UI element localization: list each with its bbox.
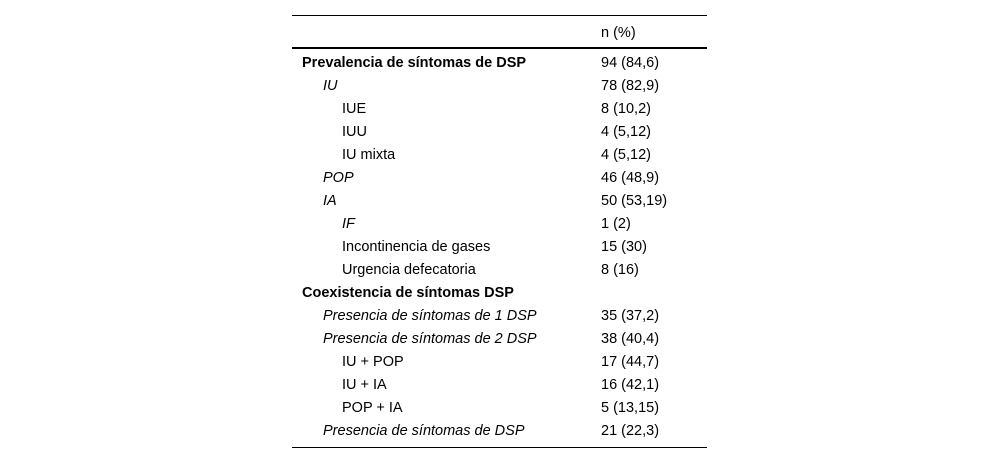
row-label: Coexistencia de síntomas DSP: [302, 285, 514, 301]
table-row: [292, 190, 707, 213]
row-label: IU + POP: [342, 354, 404, 370]
row-label: Prevalencia de síntomas de DSP: [302, 55, 527, 71]
row-value: 1 (2): [601, 216, 631, 232]
table-row: [292, 351, 707, 374]
table-row: [292, 397, 707, 420]
bottom-rule: [292, 447, 707, 448]
column-header-n-percent: n (%): [601, 25, 636, 41]
row-value: 35 (37,2): [601, 308, 660, 324]
row-value: 21 (22,3): [601, 423, 660, 439]
table-row: [292, 420, 707, 443]
table-row: [292, 305, 707, 328]
table-row: [292, 98, 707, 121]
row-label: IF: [342, 216, 355, 232]
table-row: [292, 374, 707, 397]
table-body: [292, 49, 707, 447]
table-row: [292, 236, 707, 259]
row-value: 8 (16): [601, 262, 639, 278]
row-value: 78 (82,9): [601, 78, 660, 94]
table-row: [292, 121, 707, 144]
row-label: IUE: [342, 101, 367, 117]
row-label: Urgencia defecatoria: [342, 262, 476, 278]
row-value: 5 (13,15): [601, 400, 660, 416]
row-value: 94 (84,6): [601, 55, 660, 71]
row-label: IU: [323, 78, 338, 94]
table-row: [292, 52, 707, 75]
row-label: Presencia de síntomas de DSP: [323, 423, 525, 439]
table-row: [292, 167, 707, 190]
row-value: 16 (42,1): [601, 377, 660, 393]
row-label: POP + IA: [342, 400, 403, 416]
table-row: [292, 75, 707, 98]
row-label: IA: [323, 193, 337, 209]
row-value: 4 (5,12): [601, 147, 651, 163]
row-label: IU + IA: [342, 377, 387, 393]
row-value: 50 (53,19): [601, 193, 668, 209]
row-label: Presencia de síntomas de 2 DSP: [323, 331, 537, 347]
row-label: Presencia de síntomas de 1 DSP: [323, 308, 537, 324]
row-label: IUU: [342, 124, 367, 140]
row-value: 8 (10,2): [601, 101, 651, 117]
data-table: [292, 15, 707, 448]
row-value: 38 (40,4): [601, 331, 660, 347]
table-row: [292, 213, 707, 236]
table-row: [292, 328, 707, 351]
table-row: [292, 259, 707, 282]
table-row: [292, 144, 707, 167]
table-header: [292, 16, 707, 47]
row-value: 15 (30): [601, 239, 647, 255]
row-label: Incontinencia de gases: [342, 239, 491, 255]
table-row: [292, 282, 707, 305]
row-label: IU mixta: [342, 147, 396, 163]
row-value: 17 (44,7): [601, 354, 660, 370]
row-value: 46 (48,9): [601, 170, 660, 186]
row-label: POP: [323, 170, 354, 186]
row-value: 4 (5,12): [601, 124, 651, 140]
